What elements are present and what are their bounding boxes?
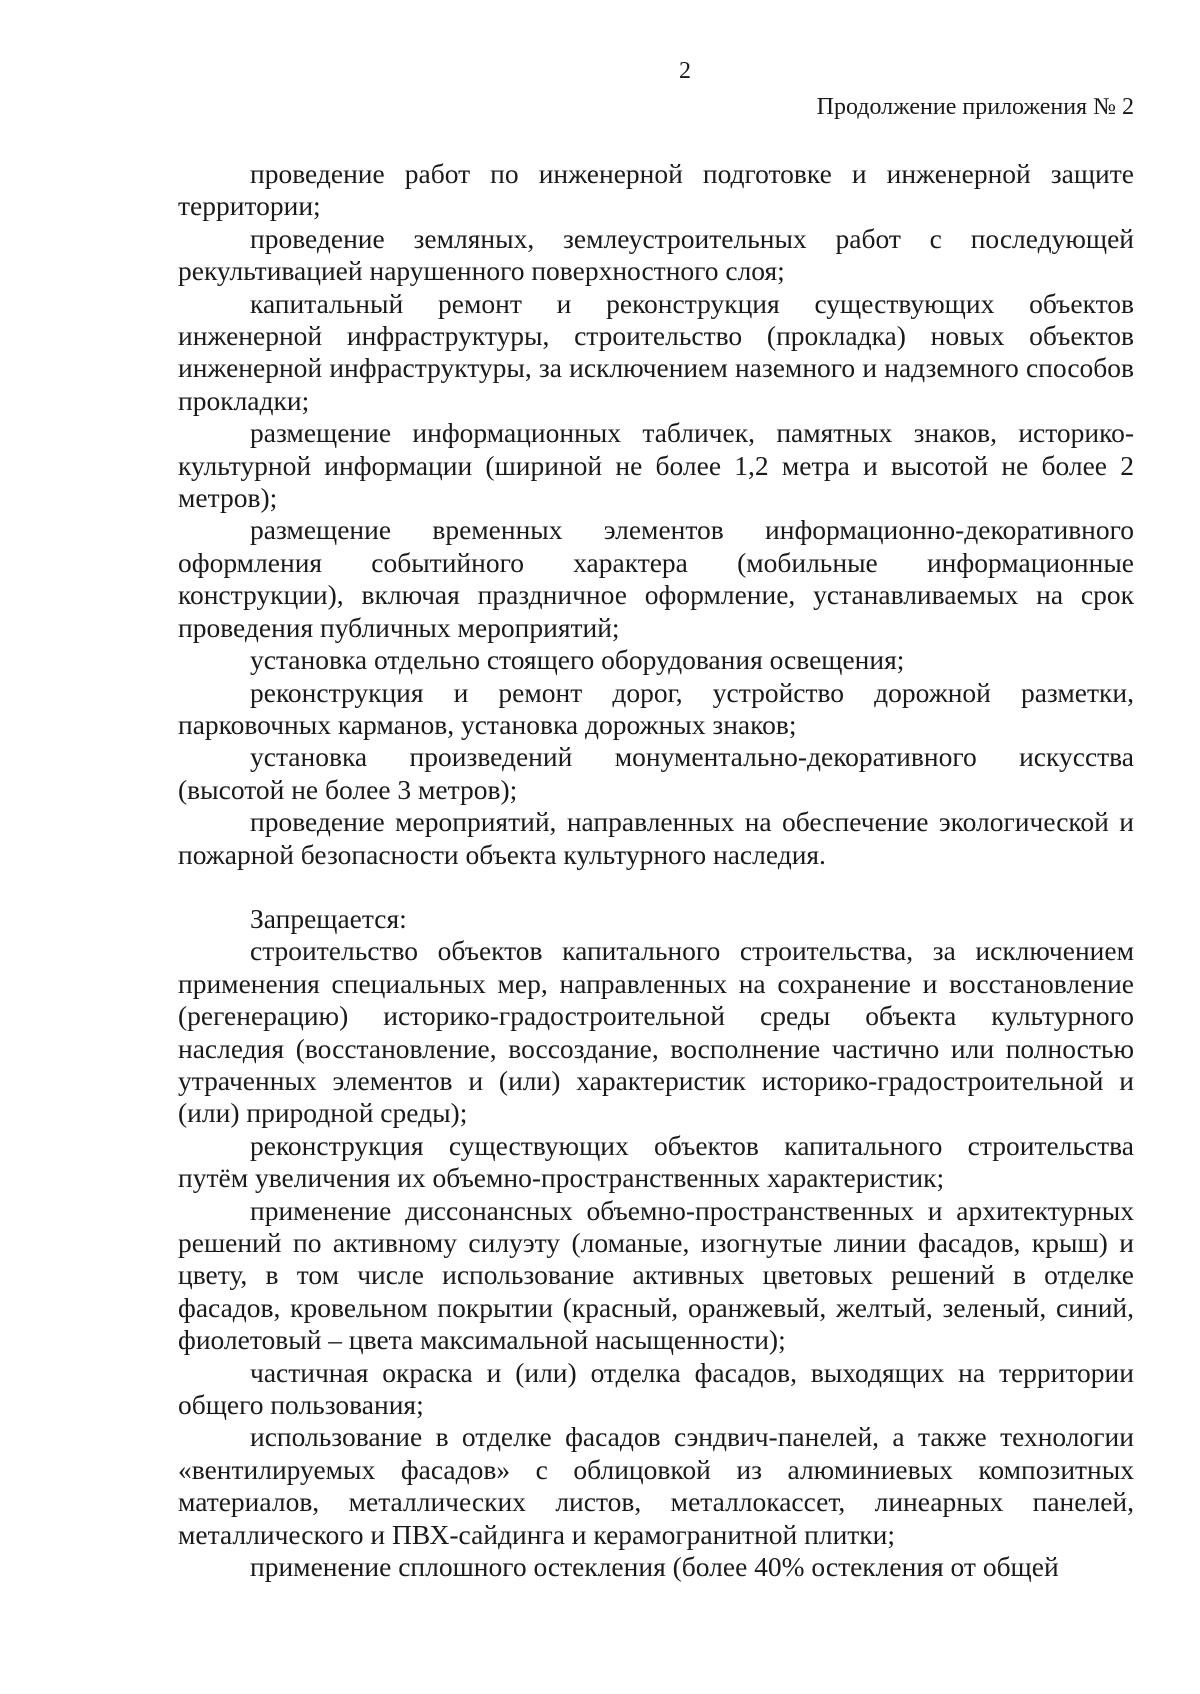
allowed-item: реконструкция и ремонт дорог, устройство дорожной разметки, парковочных карманов, установка дорожных знаков; — [178, 676, 1134, 740]
prohibited-item: применение сплошного остекления (более 40% остекления от общей — [250, 1551, 1059, 1583]
document-body — [178, 158, 1134, 1583]
allowed-item: проведение земляных, землеустроительных работ с последующей рекультивацией нарушенного поверхностного слоя; — [178, 222, 1134, 287]
prohibited-item: частичная окраска и (или) отделка фасадов, выходящих на территории общего пользования; — [178, 1356, 1134, 1421]
allowed-item: установка отдельно стоящего оборудования освещения; — [250, 644, 905, 676]
allowed-item: размещение временных элементов информационно-декоративного оформления событийного характера (мобильные информационные конструкции), включая праздничное оформление, устанавливаемых на срок проведения публичных мероприятий; — [178, 514, 1134, 643]
prohibited-item: применение диссонансных объемно-пространственных и архитектурных решений по активному силуэту (ломаные, изогнутые линии фасадов, крыш) и цвету, в том числе использование активных цветовых решений в отделке фасадов, кровельном покрытии (красный, оранжевый, желтый, зеленый, синий, фиолетовый – цвета максимальной насыщенности); — [178, 1194, 1134, 1356]
allowed-item: размещение информационных табличек, памятных знаков, историко-культурной информации (шириной не более 1,2 метра и высотой не более 2 метров); — [178, 417, 1134, 514]
prohibited-item: реконструкция существующих объектов капитального строительства путём увеличения их объемно-пространственных характеристик; — [178, 1129, 1134, 1194]
allowed-item: установка произведений монументально-декоративного искусства (высотой не более 3 метров); — [178, 741, 1134, 805]
page-number: 2 — [679, 58, 691, 84]
prohibited-item: строительство объектов капитального строительства, за исключением применения специальных мер, направленных на сохранение и восстановление (регенерацию) историко-градостроительной среды объекта культурного наследия (восстановление, воссоздание, восполнение частично или полностью утраченных элементов и (или) характеристик историко-градостроительной и (или) природной среды); — [178, 935, 1134, 1129]
prohibited-section-title: Запрещается: — [250, 902, 407, 934]
allowed-item: капитальный ремонт и реконструкция существующих объектов инженерной инфраструктуры, строительство (прокладка) новых объектов инженерной инфраструктуры, за исключением наземного и надземного способов прокладки; — [178, 287, 1134, 416]
allowed-item: проведение мероприятий, направленных на обеспечение экологической и пожарной безопасности объекта культурного наследия. — [178, 806, 1134, 870]
appendix-continuation-note: Продолжение приложения № 2 — [816, 94, 1134, 120]
prohibited-item: использование в отделке фасадов сэндвич-панелей, а также технологии «вентилируемых фасадов» с облицовкой из алюминиевых композитных материалов, металлических листов, металлокассет, линеарных панелей, металлического и ПВХ-сайдинга и керамогранитной плитки; — [178, 1421, 1134, 1550]
allowed-item: проведение работ по инженерной подготовке и инженерной защите территории; — [178, 158, 1134, 222]
